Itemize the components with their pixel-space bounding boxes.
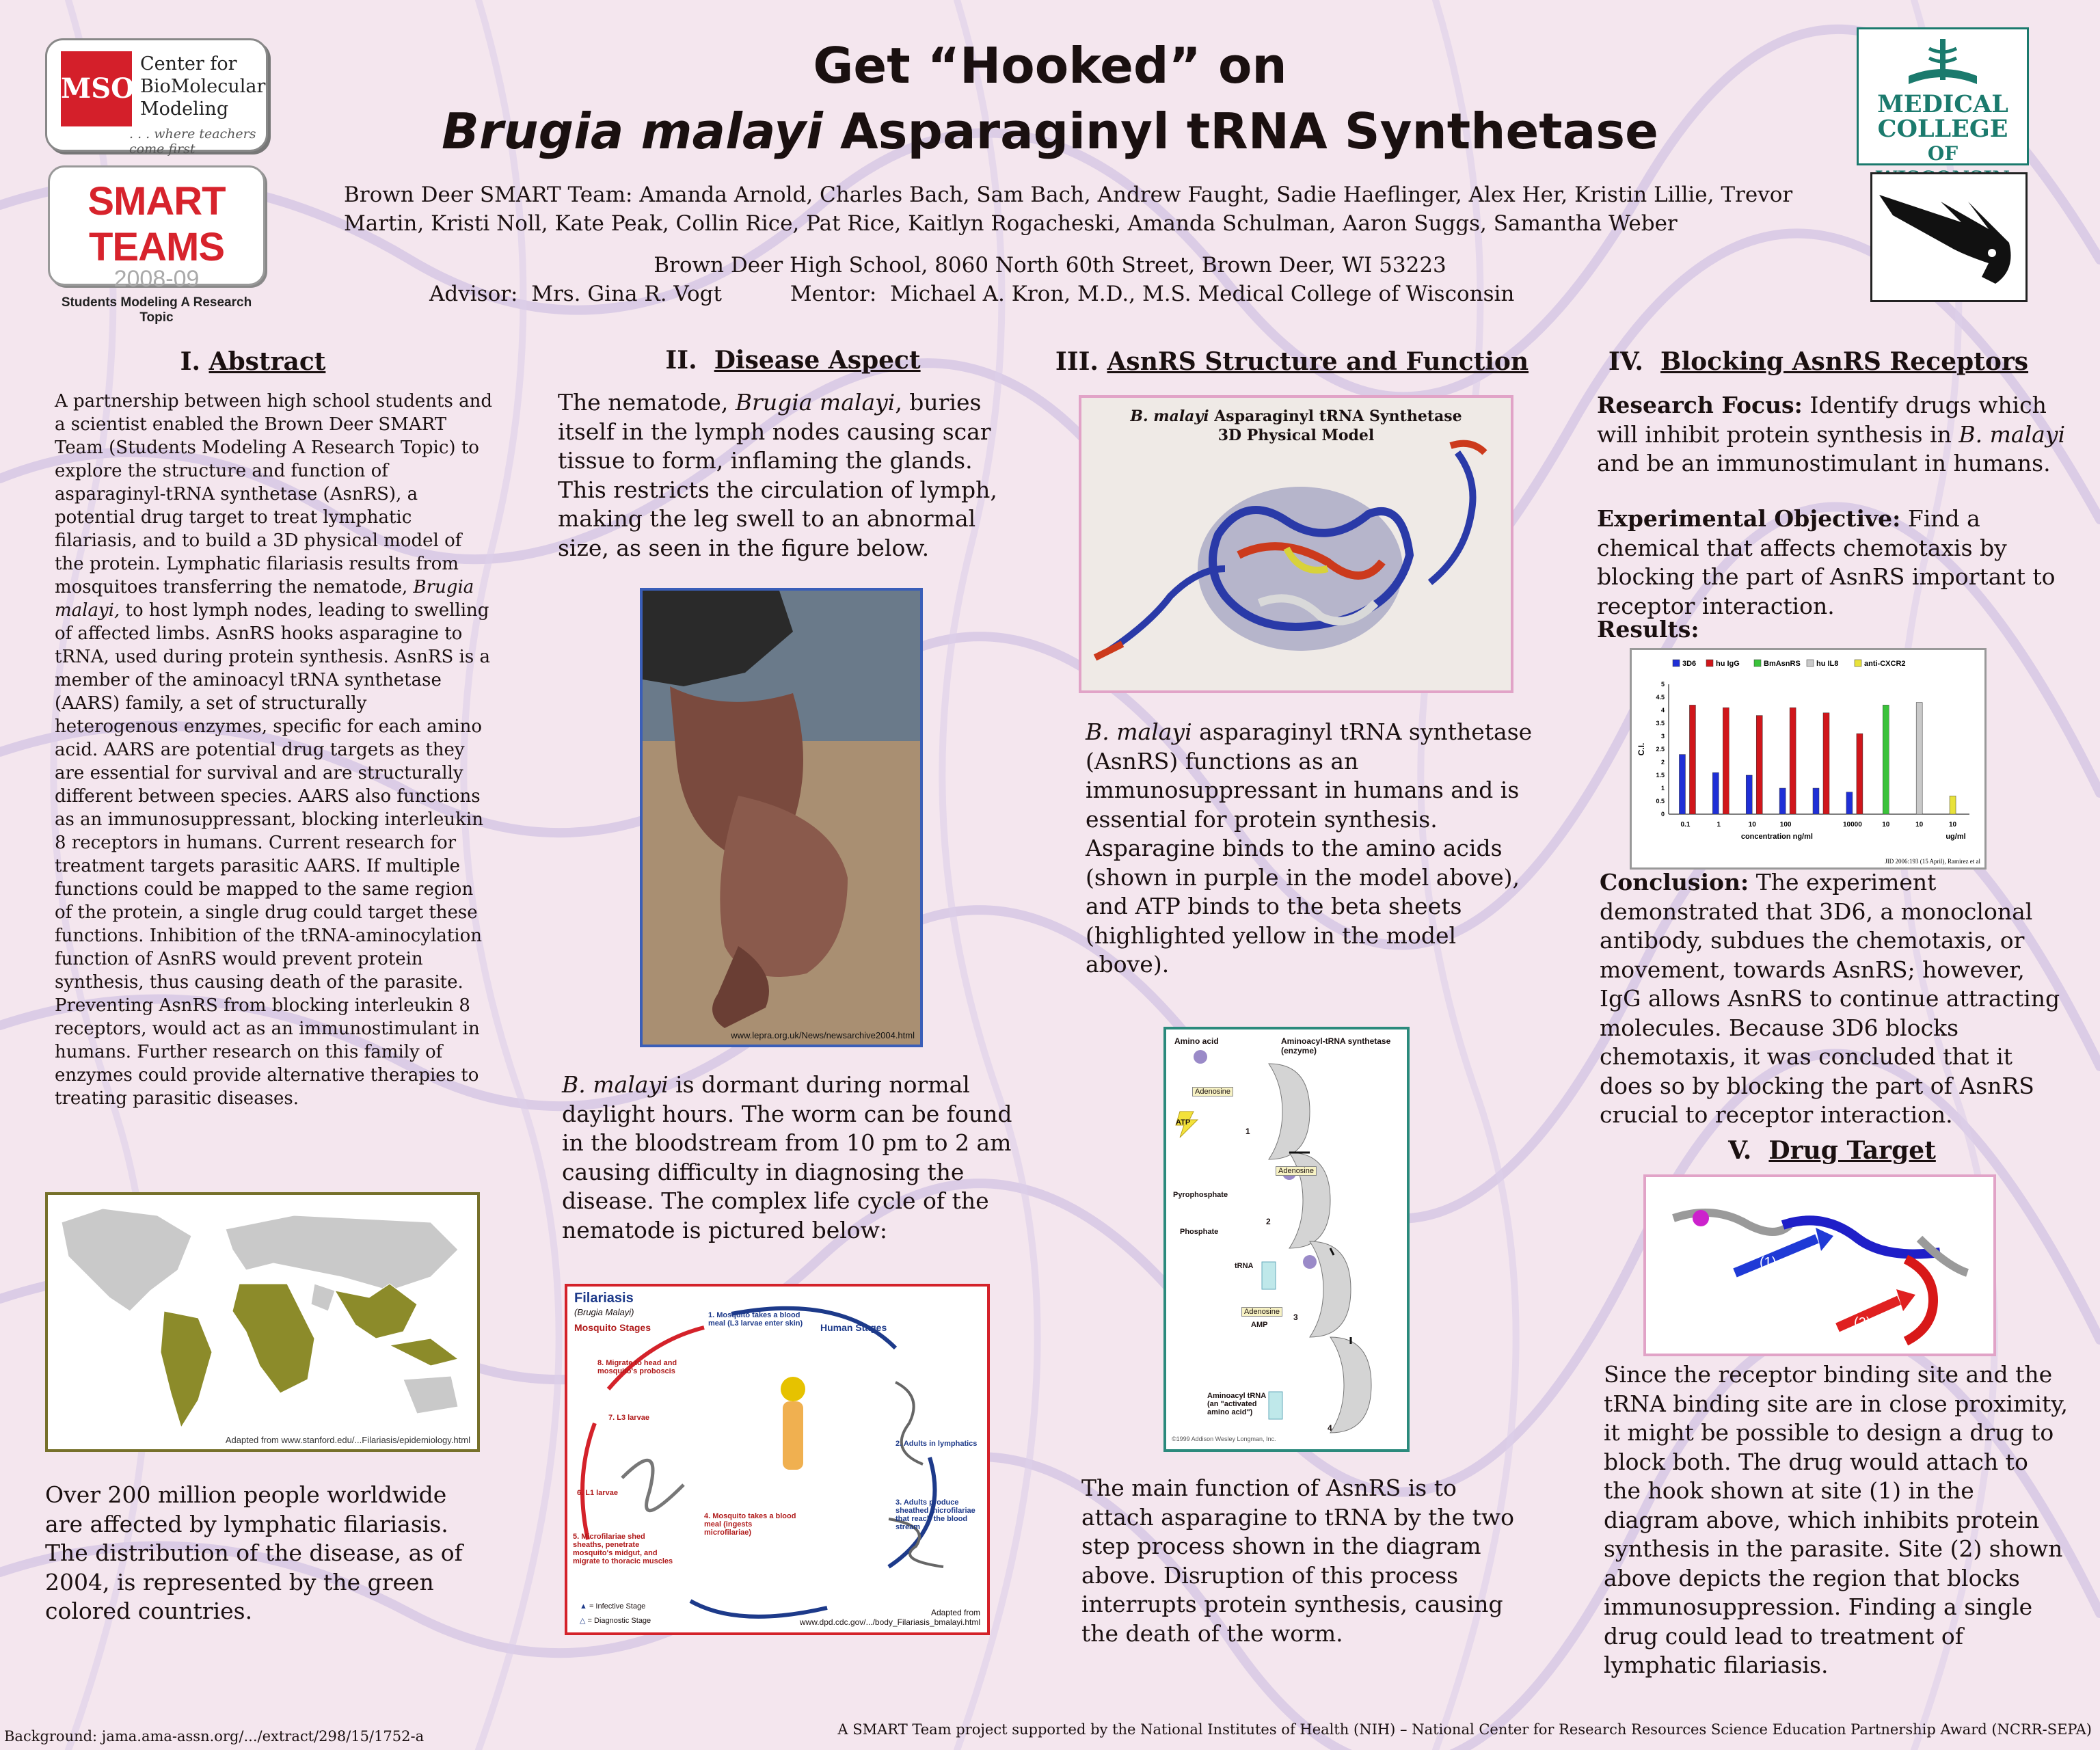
school-address: Brown Deer High School, 8060 North 60th Street, Brown Deer, WI 53223 — [654, 253, 1446, 278]
footer-funding-credit: A SMART Team project supported by the National Institutes of Health (NIH) – National Center for Research Resources Science Education Partnership Award (NCRR-SEPA) — [837, 1721, 2092, 1738]
bar-hu-igg — [1756, 716, 1762, 814]
legend-swatch — [1807, 660, 1814, 667]
abstract-text: A partnership between high school students and a scientist enabled the Brown Deer SMART Team (Students Modeling A Research Topic) to explore the structure and function of asparaginyl-tRNA synthetase (AsnRS), a potential drug target to treat lymphatic filariasis, and to build a 3D physical model of the protein. Lymphatic filariasis results from mosquitoes transferring the nematode, Brugia malayi, to host lymph nodes, leading to swelling of affected limbs. AsnRS hooks asparagine to tRNA, used during protein synthesis. AsnRS is a member of the aminoacyl tRNA synthetase (AARS) family, a set of structurally heterogenous enzymes, specific for each amino acid. AARS are potential drug targets as they are essential for survival and are structurally different between species. AARS also functions as an immunosuppressant, blocking interleukin 8 receptors in humans. Current research for treatment targets parasitic AARS. If multiple functions could be mapped to the same region of the protein, a single drug could target these functions. Inhibition of the tRNA-aminocylation function of AsnRS would prevent protein synthesis, thus causing death of the parasite. Preventing AsnRS from blocking interleukin 8 receptors, would act as an immunostimulant in humans. Further research on this family of enzymes could provide alternative therapies to treating parasitic diseases. — [55, 391, 492, 1109]
lc-caption: Adapted from www.dpd.cdc.gov/.../body_Filariasis_bmalayi.html — [799, 1608, 980, 1627]
section-5-heading: V. Drug Target — [1728, 1136, 1936, 1165]
bar-hu-igg — [1723, 708, 1729, 814]
hawk-logo — [1870, 172, 2028, 302]
dg-trna: tRNA — [1235, 1262, 1254, 1270]
site-2-label: (2) — [1854, 1315, 1871, 1330]
experimental-objective: Experimental Objective: Find a chemical that affects chemotaxis by blocking the part of AsnRS important to receptor interaction. — [1597, 505, 2056, 619]
dg-amp: AMP — [1251, 1321, 1268, 1329]
dg-step-4: 4 — [1328, 1423, 1332, 1433]
aminoacylation-diagram — [1163, 1027, 1410, 1452]
asnrs-function-text: B. malayi asparaginyl tRNA synthetase (AsnRS) functions as an immunosuppressant in humans and is essential for protein synthesis. Asparagine binds to the amino acids (shown in purple in the model above), and ATP binds to the beta sheets (highlighted yellow in the model above). — [1086, 718, 1533, 978]
x-tick-label: 0.1 — [1680, 821, 1691, 829]
bar-3d6 — [1679, 755, 1685, 814]
dg-phosphate: Phosphate — [1180, 1228, 1219, 1236]
bar-bmasnrs — [1883, 705, 1889, 814]
dg-amino-acid: Amino acid — [1174, 1036, 1219, 1046]
disease-text-2: B. malayi is dormant during normal daylight hours. The worm can be found in the bloodstream from 10 pm to 2 am causing difficulty in diagnosing the disease. The complex life cycle of the nematode is pictured below: — [562, 1071, 1012, 1243]
site-1-label: (1) — [1760, 1255, 1777, 1270]
bar-3d6 — [1779, 788, 1786, 814]
legend-swatch — [1855, 660, 1861, 667]
swollen-leg-photo — [640, 588, 923, 1047]
dg-step-1: 1 — [1246, 1127, 1250, 1136]
advisor-mentor: Advisor: Mrs. Gina R. Vogt Mentor: Michael A. Kron, M.D., M.S. Medical College of Wisconsin — [429, 282, 1515, 306]
life-cycle-diagram — [565, 1284, 990, 1635]
y-tick-label: 5 — [1660, 681, 1665, 688]
mcw-logo: MEDICAL COLLEGE OF — [1857, 27, 2029, 165]
dg-step-3: 3 — [1293, 1312, 1298, 1322]
section-2-heading: II. Disease Aspect — [665, 346, 921, 375]
legend-label: hu IgG — [1716, 660, 1740, 668]
poster-title-line2: Brugia malayi Asparaginyl tRNA Synthetase — [442, 103, 1658, 160]
lc-step-3: 3. Adults produce sheathed microfilariae that reach the blood stream — [896, 1498, 975, 1531]
triangle-icon: ▲ — [580, 1602, 587, 1611]
x-axis-label-2: ug/ml — [1946, 833, 1966, 841]
author-list: Brown Deer SMART Team: Amanda Arnold, Charles Bach, Sam Bach, Andrew Faught, Sadie Haeflinger, Alex Her, Kristin Lillie, Trevor Martin, Kristi Noll, Kate Peak, Collin Rice, Pat Rice, Kaitlyn Rogacheski, Amanda Schulman, Aaron Suggs, Samantha Weber — [344, 183, 1793, 236]
lc-title: Filariasis — [574, 1291, 634, 1306]
y-tick-label: 3.5 — [1656, 720, 1665, 727]
map-description: Over 200 million people worldwide are affected by lymphatic filariasis. The distribution of the disease, as of 2004, is represented by the green colored countries. — [45, 1481, 463, 1624]
bar-hu-igg — [1790, 708, 1796, 814]
lc-legend-infective: ▲ = Infective Stage — [580, 1602, 646, 1611]
bar-hu-igg — [1823, 713, 1829, 814]
section-3-heading: III. AsnRS Structure and Function — [1055, 347, 1529, 376]
dg-aminoacyl-trna: Aminoacyl tRNA (an "activated amino acid") — [1207, 1392, 1266, 1416]
legend-swatch — [1673, 660, 1680, 667]
y-tick-label: 2.5 — [1656, 746, 1665, 753]
lc-legend-diagnostic: △ = Diagnostic Stage — [580, 1617, 651, 1625]
y-tick-label: 1.5 — [1656, 772, 1665, 779]
x-tick-label: 10 — [1948, 821, 1957, 829]
lc-step-6: 6. L1 larvae — [577, 1489, 618, 1497]
dg-enzyme: Aminoacyl-tRNA synthetase (enzyme) — [1281, 1036, 1391, 1055]
y-tick-label: 1 — [1660, 785, 1665, 792]
legend-label: hu IL8 — [1816, 660, 1839, 668]
bar-hu-il8 — [1916, 703, 1922, 814]
msoe-tagline: . . . where teachers come first — [129, 126, 256, 157]
x-tick-label: 1 — [1717, 821, 1721, 829]
lc-graphic — [567, 1287, 987, 1632]
x-tick-label: 10 — [1915, 821, 1924, 829]
bar-3d6 — [1746, 775, 1752, 814]
chemotaxis-chart — [1630, 648, 1987, 870]
conclusion: Conclusion: The experiment demonstrated that 3D6, a monoclonal antibody, subdues the chemotaxis, or movement, towards AsnRS; however, IgG allows AsnRS to continue attracting molecules. Because 3D6 blocks chemotaxis, it was concluded that it does so by blocking the part of AsnRS crucial to receptor interaction. — [1600, 869, 2060, 1128]
y-tick-label: 3 — [1660, 733, 1665, 740]
protein-model-graphic — [1081, 398, 1511, 690]
x-tick-label: 10000 — [1842, 821, 1862, 829]
lc-mosquito-stages: Mosquito Stages — [574, 1322, 651, 1333]
y-tick-label: 2 — [1660, 759, 1665, 766]
y-tick-label: 4 — [1660, 707, 1665, 714]
section-4-heading: IV. Blocking AsnRS Receptors — [1608, 347, 2029, 376]
dg-copyright: ©1999 Addison Wesley Longman, Inc. — [1172, 1436, 1276, 1442]
bar-3d6 — [1712, 772, 1719, 814]
triangle-outline-icon: △ — [580, 1617, 586, 1625]
disease-text-1: The nematode, Brugia malayi, buries itself in the lymph nodes causing scar tissue to form, inflaming the glands. This restricts the circulation of lymph, making the leg swell to an abnormal size, as seen in the figure below. — [558, 389, 997, 561]
lc-step-2: 2. Adults in lymphatics — [896, 1440, 978, 1448]
legend-label: anti-CXCR2 — [1864, 660, 1906, 668]
lc-step-4: 4. Mosquito takes a blood meal (ingests microfilariae) — [704, 1512, 796, 1537]
bar-3d6 — [1813, 788, 1819, 814]
poster-title-line1: Get “Hooked” on — [813, 37, 1287, 94]
model-subtitle: 3D Physical Model — [1217, 427, 1375, 444]
x-tick-label: 10 — [1748, 821, 1756, 829]
chart-svg — [1632, 650, 1984, 867]
y-tick-label: 4.5 — [1656, 694, 1665, 701]
x-tick-label: 100 — [1779, 821, 1792, 829]
dg-adenosine-3: Adenosine — [1241, 1307, 1282, 1317]
legend-label: 3D6 — [1682, 660, 1697, 668]
msoe-name: Center for BioMolecular Modeling — [140, 53, 266, 120]
drug-target-graphic — [1646, 1177, 1993, 1354]
y-tick-label: 0.5 — [1656, 798, 1665, 805]
lc-step-8: 8. Migrate to head and mosquito's proboscis — [597, 1359, 677, 1375]
lc-human-stages: Human Stages — [820, 1322, 887, 1333]
lc-subtitle: (Brugia Malayi) — [574, 1307, 634, 1317]
lc-step-1: 1. Mosquito takes a blood meal (L3 larvae enter skin) — [708, 1311, 803, 1328]
x-axis-label: concentration ng/ml — [1740, 833, 1813, 841]
x-tick-label: 10 — [1882, 821, 1890, 829]
map-caption: Adapted from www.stanford.edu/...Filariasis/epidemiology.html — [225, 1435, 470, 1445]
dg-pyrophosphate: Pyrophosphate — [1173, 1191, 1228, 1199]
leg-photo-graphic — [643, 591, 920, 1045]
drug-target-model — [1643, 1174, 1996, 1356]
msoe-letters: MSOE — [61, 51, 132, 126]
dg-adenosine-2: Adenosine — [1276, 1166, 1317, 1176]
bar-anti-cxcr2 — [1950, 796, 1956, 814]
lc-step-5: 5. Microfilariae shed sheaths, penetrate mosquito's midgut, and migrate to thoracic muscles — [573, 1533, 673, 1565]
chart-source: JID 2006:193 (15 April), Ramirez et al — [1885, 858, 1980, 865]
section-1-heading: I. Abstract — [180, 347, 326, 376]
results-label: Results: — [1597, 616, 1699, 643]
dg-adenosine-1: Adenosine — [1192, 1087, 1233, 1096]
legend-label: BmAsnRS — [1764, 660, 1801, 668]
world-distribution-map — [45, 1192, 480, 1452]
dg-step-2: 2 — [1266, 1217, 1271, 1226]
bar-3d6 — [1846, 792, 1853, 814]
dg-atp: ATP — [1176, 1118, 1191, 1127]
y-axis-label: C.I. — [1637, 742, 1646, 756]
world-map-graphic — [48, 1195, 477, 1449]
legend-swatch — [1706, 660, 1713, 667]
smart-year: 2008-09 — [113, 266, 200, 292]
model-title: B. malayi Asparaginyl tRNA Synthetase — [1130, 407, 1462, 425]
lc-step-7: 7. L3 larvae — [608, 1414, 649, 1422]
bar-hu-igg — [1689, 705, 1695, 814]
smart-tagline: Students Modeling A Research Topic — [61, 295, 252, 325]
asnrs-process-text: The main function of AsnRS is to attach asparagine to tRNA by the two step process shown in the diagram above. Disruption of this process interrupts protein synthesis, causing the death of the worm. — [1081, 1475, 1514, 1647]
drug-target-text: Since the receptor binding site and the tRNA binding site are in close proximity, it might be possible to design a drug to block both. The drug would attach to the hook shown at site (1) in the diagram above, which inhibits protein synthesis in the parasite. Site (2) shown above depicts the region that blocks immunosuppression. Finding a single drug could lead to treatment of lymphatic filariasis. — [1604, 1361, 2068, 1678]
photo-caption: www.lepra.org.uk/News/newsarchive2004.html — [731, 1030, 915, 1040]
legend-swatch — [1754, 660, 1761, 667]
hawk-icon — [1872, 174, 2025, 300]
y-tick-label: 0 — [1660, 811, 1665, 818]
smart-title: SMART TEAMS — [88, 179, 226, 269]
bar-hu-igg — [1857, 733, 1863, 814]
research-focus: Research Focus: Identify drugs which will inhibit protein synthesis in B. malayi and be an immunostimulant in humans. — [1597, 392, 2066, 476]
footer-background-credit: Background: jama.ama-assn.org/.../extract/298/15/1752-a — [4, 1728, 425, 1745]
protein-3d-model-photo — [1079, 395, 1513, 693]
